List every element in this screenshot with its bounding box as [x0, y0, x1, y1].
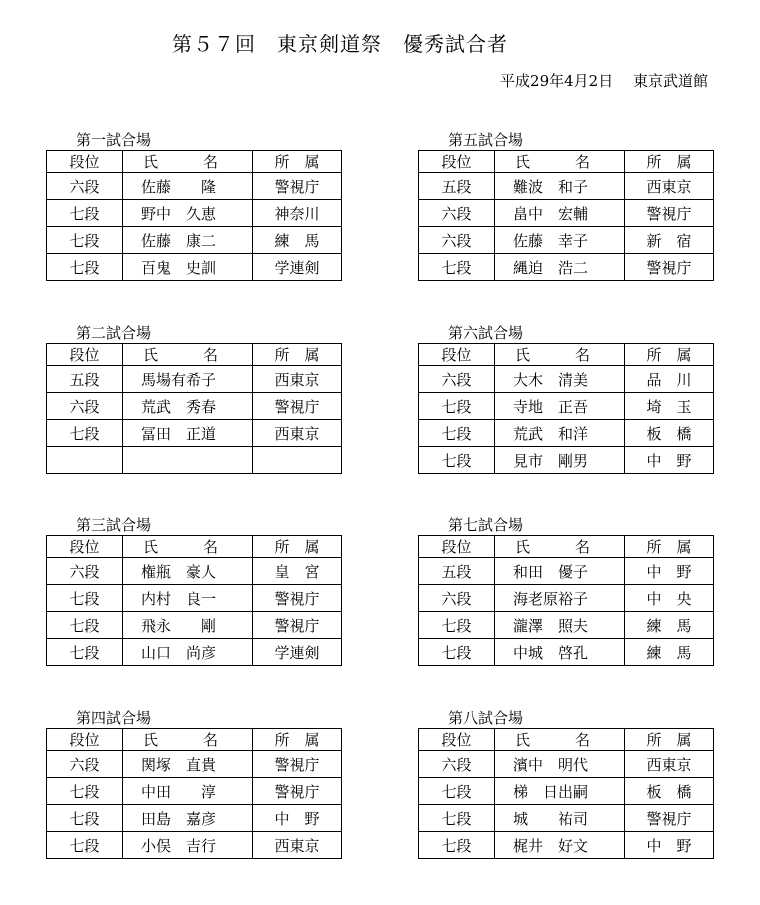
- rank-cell: 七段: [47, 227, 123, 254]
- affiliation-cell: 警視庁: [253, 612, 342, 639]
- header-name: 氏 名: [123, 151, 253, 173]
- name-cell: 佐藤 隆: [123, 173, 253, 200]
- rank-cell: 六段: [47, 393, 123, 420]
- affiliation-cell: 皇 宮: [253, 558, 342, 585]
- name-cell: 田島 嘉彦: [123, 805, 253, 832]
- rank-cell: 七段: [47, 832, 123, 859]
- rank-cell: 七段: [419, 420, 495, 447]
- table-row: [419, 366, 714, 393]
- affiliation-cell: 西東京: [253, 420, 342, 447]
- table-row: [47, 366, 342, 393]
- affiliation-cell: 警視庁: [253, 393, 342, 420]
- name-cell: 難波 和子: [495, 173, 625, 200]
- table-row: [47, 200, 342, 227]
- name-cell: 佐藤 幸子: [495, 227, 625, 254]
- header-affiliation: 所 属: [625, 151, 714, 173]
- table-row: [419, 227, 714, 254]
- header-name: 氏 名: [123, 344, 253, 366]
- rank-cell: 七段: [419, 393, 495, 420]
- table-header-row: [47, 536, 342, 558]
- table-row: [419, 832, 714, 859]
- venue-label: 第七試合場: [448, 516, 524, 534]
- rank-cell: 六段: [419, 366, 495, 393]
- roster-table: [46, 728, 342, 859]
- header-affiliation: 所 属: [625, 536, 714, 558]
- rank-cell: 七段: [47, 639, 123, 666]
- header-affiliation: 所 属: [253, 729, 342, 751]
- affiliation-cell: 埼 玉: [625, 393, 714, 420]
- header-affiliation: 所 属: [253, 151, 342, 173]
- roster-table: [46, 343, 342, 474]
- affiliation-cell: 警視庁: [253, 585, 342, 612]
- venue-block: [418, 130, 713, 281]
- venue-label: 第八試合場: [448, 709, 524, 727]
- name-cell: 中田 淳: [123, 778, 253, 805]
- name-cell: 荒武 和洋: [495, 420, 625, 447]
- rank-cell: 七段: [47, 420, 123, 447]
- rank-cell: 五段: [419, 558, 495, 585]
- name-cell: 山口 尚彦: [123, 639, 253, 666]
- affiliation-cell: 神奈川: [253, 200, 342, 227]
- name-cell: 梶井 好文: [495, 832, 625, 859]
- header-rank: 段位: [47, 151, 123, 173]
- affiliation-cell: 練 馬: [625, 639, 714, 666]
- header-name: 氏 名: [495, 151, 625, 173]
- rank-cell: 七段: [47, 254, 123, 281]
- venue-label: 第五試合場: [448, 131, 524, 149]
- affiliation-cell: 西東京: [625, 173, 714, 200]
- affiliation-cell: 警視庁: [253, 173, 342, 200]
- rank-cell: 七段: [419, 805, 495, 832]
- venue-label: 第六試合場: [448, 324, 524, 342]
- name-cell: 梯 日出嗣: [495, 778, 625, 805]
- table-row: [47, 585, 342, 612]
- affiliation-cell: 警視庁: [625, 200, 714, 227]
- name-cell: 城 祐司: [495, 805, 625, 832]
- rank-cell: 六段: [47, 173, 123, 200]
- venue-label: 第四試合場: [76, 709, 152, 727]
- rank-cell: 五段: [419, 173, 495, 200]
- table-header-row: [419, 344, 714, 366]
- venue-block: [46, 130, 341, 281]
- header-rank: 段位: [47, 344, 123, 366]
- name-cell: 見市 剛男: [495, 447, 625, 474]
- affiliation-cell: 警視庁: [625, 805, 714, 832]
- name-cell: 権瓶 豪人: [123, 558, 253, 585]
- table-row: [47, 393, 342, 420]
- table-header-row: [419, 151, 714, 173]
- rank-cell: 七段: [47, 805, 123, 832]
- header-name: 氏 名: [123, 729, 253, 751]
- table-row: [47, 420, 342, 447]
- affiliation-cell: 西東京: [253, 832, 342, 859]
- table-header-row: [47, 344, 342, 366]
- table-row: [419, 173, 714, 200]
- affiliation-cell: 板 橋: [625, 778, 714, 805]
- name-cell: 中城 啓孔: [495, 639, 625, 666]
- header-name: 氏 名: [123, 536, 253, 558]
- affiliation-cell: 学連剣: [253, 639, 342, 666]
- venue-label: 第三試合場: [76, 516, 152, 534]
- roster-table: [418, 728, 714, 859]
- table-row: [419, 805, 714, 832]
- rank-cell: 七段: [419, 832, 495, 859]
- affiliation-cell: 西東京: [253, 366, 342, 393]
- table-row: [47, 447, 342, 474]
- affiliation-cell: 西東京: [625, 751, 714, 778]
- header-rank: 段位: [419, 344, 495, 366]
- name-cell: [123, 447, 253, 474]
- page-title: 第５７回 東京剣道祭 優秀試合者: [172, 32, 508, 56]
- table-row: [47, 778, 342, 805]
- table-row: [47, 227, 342, 254]
- affiliation-cell: 中 野: [625, 832, 714, 859]
- roster-table: [418, 150, 714, 281]
- rank-cell: 六段: [47, 751, 123, 778]
- affiliation-cell: 中 野: [625, 558, 714, 585]
- name-cell: 荒武 秀春: [123, 393, 253, 420]
- table-header-row: [419, 536, 714, 558]
- rank-cell: 七段: [419, 254, 495, 281]
- affiliation-cell: 品 川: [625, 366, 714, 393]
- name-cell: 関塚 直貴: [123, 751, 253, 778]
- venue-block: [46, 708, 341, 859]
- venue-block: [418, 708, 713, 859]
- affiliation-cell: [253, 447, 342, 474]
- table-row: [419, 585, 714, 612]
- affiliation-cell: 中 野: [253, 805, 342, 832]
- header-rank: 段位: [47, 536, 123, 558]
- roster-table: [418, 343, 714, 474]
- name-cell: 百鬼 史訓: [123, 254, 253, 281]
- table-row: [419, 420, 714, 447]
- rank-cell: 七段: [419, 778, 495, 805]
- table-row: [419, 751, 714, 778]
- table-row: [419, 393, 714, 420]
- rank-cell: 七段: [419, 447, 495, 474]
- affiliation-cell: 警視庁: [253, 778, 342, 805]
- table-row: [47, 254, 342, 281]
- table-row: [419, 639, 714, 666]
- venue-label: 第一試合場: [76, 131, 152, 149]
- rank-cell: 六段: [419, 751, 495, 778]
- name-cell: 和田 優子: [495, 558, 625, 585]
- name-cell: 縄迫 浩二: [495, 254, 625, 281]
- venue-block: [418, 515, 713, 666]
- rank-cell: 七段: [419, 612, 495, 639]
- affiliation-cell: 中 央: [625, 585, 714, 612]
- affiliation-cell: 警視庁: [625, 254, 714, 281]
- table-row: [419, 200, 714, 227]
- table-row: [47, 751, 342, 778]
- table-header-row: [47, 729, 342, 751]
- name-cell: 飛永 剛: [123, 612, 253, 639]
- name-cell: 寺地 正吾: [495, 393, 625, 420]
- rank-cell: 五段: [47, 366, 123, 393]
- header-name: 氏 名: [495, 536, 625, 558]
- name-cell: 内村 良一: [123, 585, 253, 612]
- table-row: [419, 254, 714, 281]
- header-affiliation: 所 属: [625, 729, 714, 751]
- rank-cell: 七段: [47, 778, 123, 805]
- affiliation-cell: 警視庁: [253, 751, 342, 778]
- roster-table: [46, 535, 342, 666]
- table-row: [47, 639, 342, 666]
- affiliation-cell: 練 馬: [253, 227, 342, 254]
- roster-table: [418, 535, 714, 666]
- header-name: 氏 名: [495, 344, 625, 366]
- name-cell: 野中 久恵: [123, 200, 253, 227]
- name-cell: 濱中 明代: [495, 751, 625, 778]
- table-row: [47, 612, 342, 639]
- table-row: [47, 805, 342, 832]
- rank-cell: [47, 447, 123, 474]
- rank-cell: 七段: [47, 200, 123, 227]
- table-row: [47, 173, 342, 200]
- rank-cell: 七段: [47, 612, 123, 639]
- rank-cell: 七段: [47, 585, 123, 612]
- roster-table: [46, 150, 342, 281]
- name-cell: 大木 清美: [495, 366, 625, 393]
- affiliation-cell: 学連剣: [253, 254, 342, 281]
- table-header-row: [47, 151, 342, 173]
- name-cell: 畠中 宏輔: [495, 200, 625, 227]
- header-rank: 段位: [419, 729, 495, 751]
- table-row: [419, 612, 714, 639]
- name-cell: 海老原裕子: [495, 585, 625, 612]
- venue-block: [46, 515, 341, 666]
- table-row: [419, 558, 714, 585]
- name-cell: 瀧澤 照夫: [495, 612, 625, 639]
- rank-cell: 七段: [419, 639, 495, 666]
- event-date-venue: 平成29年4月2日 東京武道館: [500, 72, 708, 90]
- name-cell: 佐藤 康二: [123, 227, 253, 254]
- table-row: [47, 558, 342, 585]
- venue-label: 第二試合場: [76, 324, 152, 342]
- venue-block: [46, 323, 341, 474]
- header-rank: 段位: [47, 729, 123, 751]
- header-rank: 段位: [419, 151, 495, 173]
- rank-cell: 六段: [419, 585, 495, 612]
- table-row: [419, 447, 714, 474]
- table-row: [419, 778, 714, 805]
- rank-cell: 六段: [419, 227, 495, 254]
- affiliation-cell: 板 橋: [625, 420, 714, 447]
- venue-block: [418, 323, 713, 474]
- affiliation-cell: 練 馬: [625, 612, 714, 639]
- header-affiliation: 所 属: [253, 344, 342, 366]
- header-affiliation: 所 属: [625, 344, 714, 366]
- table-row: [47, 832, 342, 859]
- name-cell: 冨田 正道: [123, 420, 253, 447]
- name-cell: 馬場有希子: [123, 366, 253, 393]
- name-cell: 小俣 吉行: [123, 832, 253, 859]
- table-header-row: [419, 729, 714, 751]
- rank-cell: 六段: [419, 200, 495, 227]
- affiliation-cell: 新 宿: [625, 227, 714, 254]
- affiliation-cell: 中 野: [625, 447, 714, 474]
- rank-cell: 六段: [47, 558, 123, 585]
- header-rank: 段位: [419, 536, 495, 558]
- header-name: 氏 名: [495, 729, 625, 751]
- header-affiliation: 所 属: [253, 536, 342, 558]
